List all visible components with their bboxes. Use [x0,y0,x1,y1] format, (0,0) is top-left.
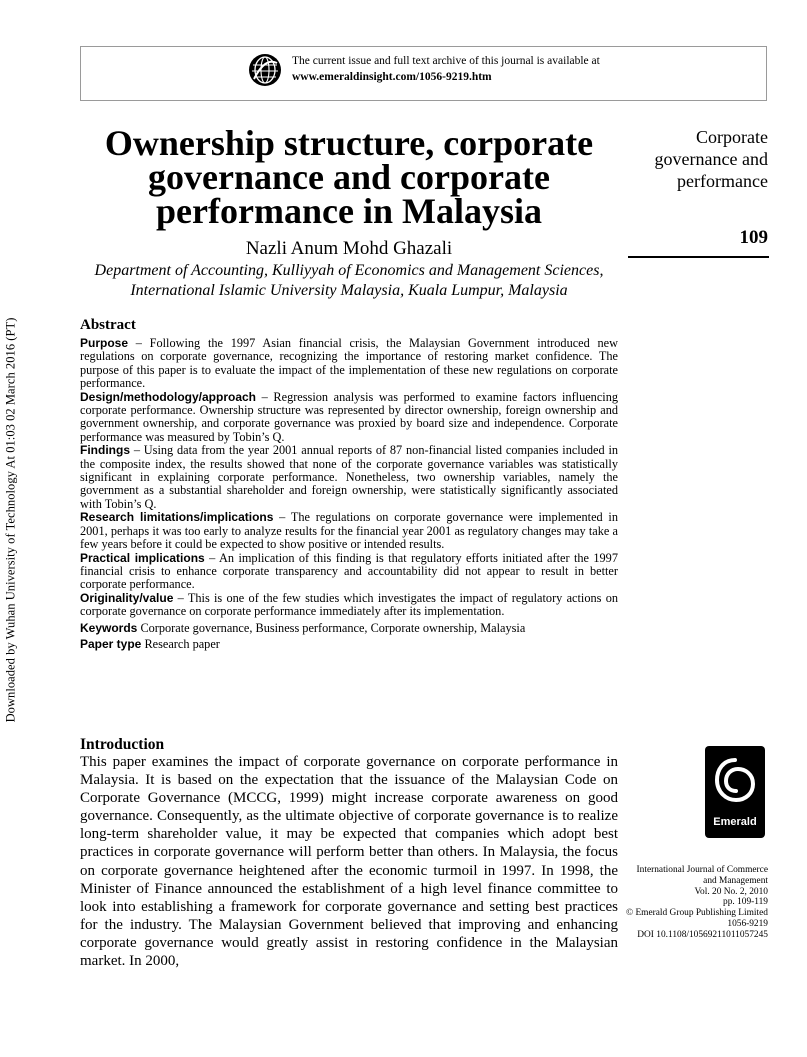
abstract-originality [80,592,618,619]
section-text: An implication of this finding is that regulatory efforts initiated after the 1997 financial crisis to enhance corporate transparency and accountability did not appear to result in better corporate performance. [80,550,618,592]
keywords-label: Keywords [80,620,138,635]
section-label: Practical implications [80,550,205,565]
article-title: Ownership structure, corporate governance and corporate performance in Malaysia [104,123,594,231]
introduction-body: This paper examines the impact of corporate governance on corporate performance in Malaysia. It is based on the expectation that the issuance of the Malaysian Code on Corporate Governance (MCCG, 1999) might increase corporate awareness on good governance. Consequently, as the ultimate objective of corporate governance is to realize long-term shareholder value, it may be expected that companies which adopt best practices in corporate governance will perform better than others. In Malaysia, the focus on corporate governance heightened after the economic turmoil in 1997. In 1998, the Minister of Finance announced the establishment of a high level finance committee to look into establishing a framework for corporate governance and setting best practices for the industry. The Malaysian Government believed that improving and enhancing corporate governance would greatly assist in restoring confidence in the Malaysian market. In 2000, [80,754,618,970]
section-separator: – [128,336,150,350]
section-text: Using data from the year 2001 annual reports of 87 non-financial listed companies included in the composite index, the results showed that none of the corporate governance variables was statistically significant in explaining corporate performance. Nonetheless, two ownership variables, namely the government as a substantial shareholder and foreign ownership, were statistically significantly associated with Tobin’s Q. [80,443,619,511]
header-rule [628,256,769,258]
emerald-wordmark: Emerald [713,816,757,828]
journal-info-line: © Emerald Group Publishing Limited [625,908,768,919]
archive-url-link[interactable]: www.emeraldinsight.com/1056-9219.htm [292,71,492,83]
download-notice [0,0,22,1057]
section-separator: – [256,389,274,404]
globe-icon [248,53,282,87]
introduction-heading: Introduction [80,736,165,753]
journal-info-line: pp. 109-119 [723,897,768,908]
section-label: Findings [80,443,130,458]
emerald-swirl-icon [713,754,757,812]
abstract-heading: Abstract [80,317,136,333]
author-affiliation: Department of Accounting, Kulliyyah of Economics and Management Sciences, International Islamic University Malaysia, Kuala Lumpur, Malaysia [94,262,604,299]
paper-type-line [80,638,618,651]
abstract-body [80,337,618,651]
keywords-line [80,622,618,635]
section-label: Design/methodology/approach [80,389,257,404]
section-text: Following the 1997 Asian financial crisis, the Malaysian Government introduced new regulations on corporate governance, recognizing the importance of restoring market confidence. The purpose of this paper is to evaluate the impact of the implementation of these new regulations on corporate performance. [80,336,619,391]
section-label: Originality/value [80,590,174,605]
section-separator: – [173,590,188,605]
section-separator: – [130,443,144,458]
abstract-purpose [80,337,618,391]
section-label: Purpose [80,336,129,350]
journal-info-line: Vol. 20 No. 2, 2010 [694,886,768,897]
section-separator: – [204,550,220,565]
paper-type-text: Research paper [144,636,220,651]
running-title: Corporate governance and performance [654,127,768,191]
section-separator: – [273,510,291,525]
journal-doi: DOI 10.1108/10569211011057245 [637,929,768,940]
abstract-practical [80,552,618,592]
journal-info-line: and Management [703,875,768,886]
download-notice-text: Downloaded by Wuhan University of Technology At 01:03 02 March 2016 (PT) [3,317,18,723]
section-text: The regulations on corporate governance were implemented in 2001, perhaps it was too early to analyze results for the financial year 2001 as regulatory changes may take a few years before it could be expected to show positive or intended results. [80,510,618,552]
abstract-findings [80,444,618,511]
keywords-text: Corporate governance, Business performance, Corporate ownership, Malaysia [140,620,526,635]
section-label: Research limitations/implications [80,510,274,525]
author-name: Nazli Anum Mohd Ghazali [245,238,453,259]
section-text: This is one of the few studies which investigates the impact of regulatory actions on corporate governance on corporate performance immediately after its implementation. [80,590,618,619]
section-text: Regression analysis was performed to examine factors influencing corporate performance. Ownership structure was represented by director ownership, foreign ownership and government ownership, and corporate governance was proxied by board size and independence. Corporate performance was measured by Tobin’s Q. [80,389,619,444]
abstract-limitations [80,511,618,551]
paper-type-label: Paper type [80,636,142,651]
page-number: 109 [739,227,768,248]
journal-info-line: International Journal of Commerce [636,865,768,875]
emerald-logo [705,746,765,838]
archive-notice-text: The current issue and full text archive of this journal is available at [292,55,600,67]
journal-info-line: 1056-9219 [727,918,768,929]
journal-info [608,865,768,941]
abstract-design [80,391,618,445]
